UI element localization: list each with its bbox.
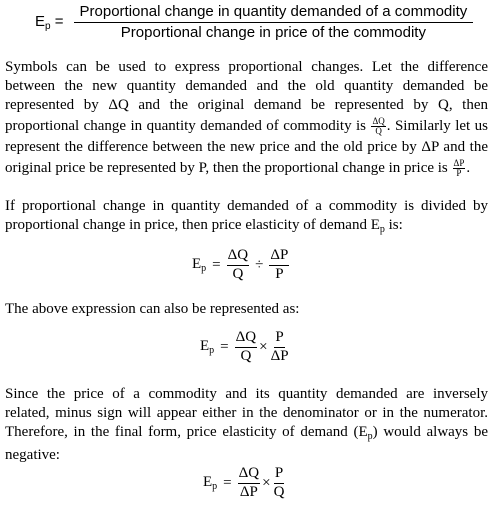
text-line: The above expression can also be represented as:: [5, 301, 300, 317]
ep-symbol: E: [192, 256, 202, 273]
text-line: If proportional change in quantity demanded of a commodity is divided by: [5, 198, 488, 214]
text-span: proportional change in price, then price elasticity of demand E: [5, 217, 380, 233]
equation-final-form: [203, 466, 285, 501]
paragraph-division: [5, 197, 488, 239]
ep-symbol: E: [35, 12, 46, 30]
paragraph-alternative: [5, 300, 488, 319]
inline-fraction-dp-p: [453, 159, 466, 178]
text-span: proportional change in quantity demanded of commodity is: [5, 118, 367, 134]
equation-lhs: [203, 474, 217, 492]
fraction-denominator: Q: [375, 126, 382, 137]
text-span: .: [466, 160, 471, 176]
fraction-p-dp: [270, 330, 290, 365]
fraction-denominator: Q: [273, 483, 285, 500]
inline-fraction-dq-q: [371, 117, 385, 136]
equation-lhs: [192, 256, 206, 274]
equation-lhs: [35, 13, 64, 32]
text-line: [5, 115, 488, 138]
definition-fraction: [74, 4, 474, 41]
fraction-dq-q: [227, 248, 249, 283]
text-span: ) would always be: [372, 424, 488, 440]
elasticity-definition-equation: [35, 4, 473, 41]
text-span: Therefore, in the final form, price elasticity of demand (E: [5, 424, 368, 440]
fraction-numerator: ΔQ: [227, 248, 249, 266]
fraction-dp-p: [269, 248, 289, 283]
fraction-numerator: ΔQ: [238, 466, 260, 484]
equals-sign: =: [212, 256, 221, 273]
fraction-numerator: ΔP: [269, 248, 289, 266]
fraction-dq-dp: [238, 466, 260, 501]
divide-operator: ÷: [255, 256, 264, 273]
equals-sign: =: [223, 474, 232, 491]
text-line: [5, 423, 488, 446]
fraction-denominator: Q: [240, 347, 252, 364]
text-span: is:: [384, 217, 403, 233]
equation-multiplication: [200, 330, 290, 365]
ep-subscript: p: [201, 263, 207, 275]
fraction-denominator: P: [456, 168, 462, 179]
equals-sign: =: [54, 12, 64, 30]
text-line: related, minus sign will appear either in the denominator or in the numerator.: [5, 405, 488, 421]
equals-sign: =: [220, 338, 229, 355]
ep-subscript: p: [367, 431, 373, 442]
text-line: represent the difference between the new price and the old price by ΔP and the: [5, 139, 488, 155]
ep-subscript: p: [212, 481, 218, 493]
fraction-numerator: P: [274, 466, 284, 484]
fraction-denominator: P: [275, 265, 284, 282]
text-line: represented by ΔQ and the original demand be represented by Q, then: [5, 97, 488, 113]
ep-subscript: p: [45, 20, 51, 32]
paragraph-negative-sign: [5, 385, 488, 465]
text-line: negative:: [5, 447, 60, 463]
fraction-denominator: ΔP: [270, 347, 289, 364]
ep-subscript: p: [209, 345, 215, 357]
text-line: [5, 157, 488, 180]
fraction-p-q: [273, 466, 286, 501]
fraction-dq-q: [235, 330, 257, 365]
fraction-numerator: Proportional change in quantity demanded of a commodity: [74, 4, 474, 23]
fraction-denominator: ΔP: [239, 483, 258, 500]
fraction-numerator: P: [274, 330, 284, 348]
ep-subscript: p: [379, 224, 385, 235]
multiply-operator: ×: [262, 474, 271, 491]
fraction-numerator: ΔQ: [372, 116, 385, 127]
paragraph-symbols: [5, 58, 488, 180]
text-line: [5, 216, 488, 239]
fraction-numerator: ΔQ: [235, 330, 257, 348]
text-span: original price be represented by P, then the proportional change in price is: [5, 160, 448, 176]
ep-symbol: E: [200, 338, 210, 355]
multiply-operator: ×: [259, 338, 268, 355]
text-line: Since the price of a commodity and its quantity demanded are inversely: [5, 386, 488, 402]
text-line: between the new quantity demanded and the old quantity demanded be: [5, 78, 488, 94]
equation-division: [192, 248, 289, 283]
fraction-numerator: ΔP: [453, 158, 465, 169]
fraction-denominator: Proportional change in price of the commodity: [120, 23, 426, 41]
text-line: Symbols can be used to express proportional changes. Let the difference: [5, 59, 488, 75]
fraction-denominator: Q: [232, 265, 244, 282]
ep-symbol: E: [203, 474, 213, 491]
text-span: . Similarly let us: [386, 118, 489, 134]
equation-lhs: [200, 338, 214, 356]
